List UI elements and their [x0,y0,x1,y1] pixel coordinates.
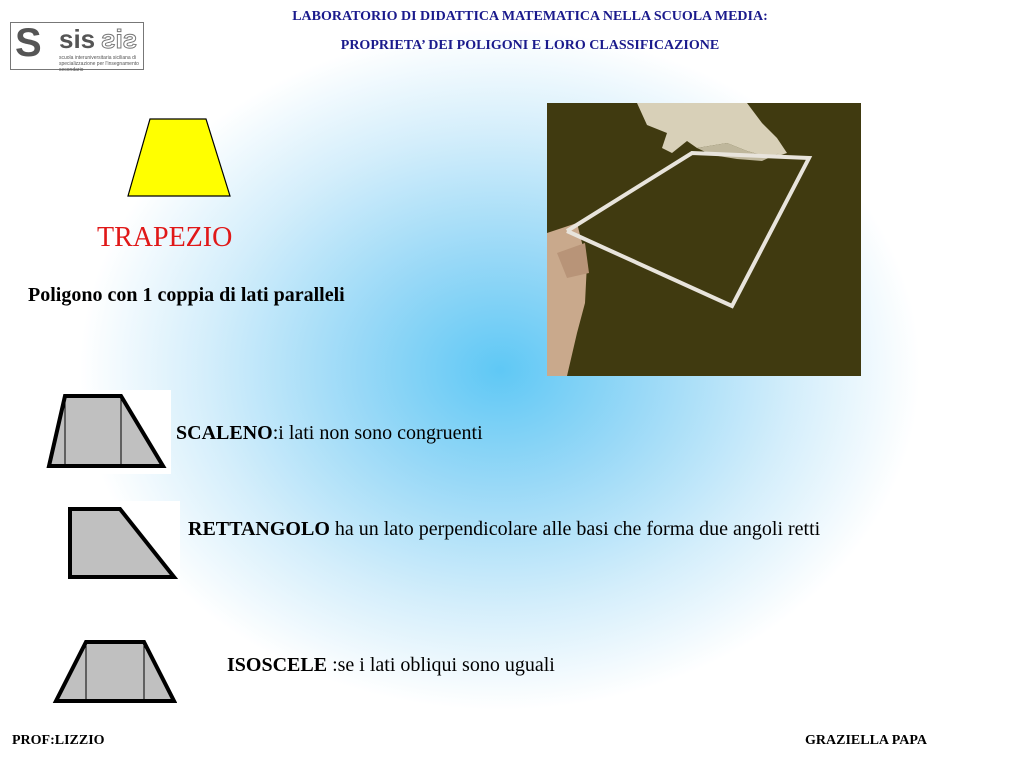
right-label: RETTANGOLO [188,518,330,540]
logo-sis-text: sis [59,24,96,54]
scalene-text: :i lati non sono congruenti [272,422,483,444]
logo-letter: S [15,21,42,65]
footer-author: GRAZIELLA PAPA [805,733,927,748]
sis-logo [10,21,144,73]
right-description [183,514,863,544]
header-title: LABORATORIO DI DIDATTICA MATEMATICA NELLA SCUOLA MEDIA: [292,9,768,24]
header-subtitle: PROPRIETA’ DEI POLIGONI E LORO CLASSIFICAZIONE [340,38,720,53]
isosceles-text: :se i lati obliqui sono uguali [327,654,555,676]
scalene-label: SCALENO [176,422,273,444]
shape-definition: Poligono con 1 coppia di lati paralleli [28,284,345,306]
scalene-description [176,422,483,445]
hands-frame-photo [547,103,861,376]
scalene-trapezoid-thumb [45,390,171,474]
logo-subtitle: scuola interuniversitaria siciliana di specializzazione per l'insegnamento secondario [59,55,139,73]
isosceles-description [227,654,555,677]
isosceles-label: ISOSCELE [227,654,328,676]
isosceles-trapezoid-thumb [52,624,177,707]
footer-professor: PROF:LIZZIO [12,733,105,748]
logo-sis-mirror-text: sis [101,24,138,54]
shape-title: TRAPEZIO [97,222,233,253]
trapezoid-illustration [126,118,232,198]
right-trapezoid-thumb [62,501,180,585]
right-text: ha un lato perpendicolare alle basi che forma due angoli retti [329,518,821,540]
